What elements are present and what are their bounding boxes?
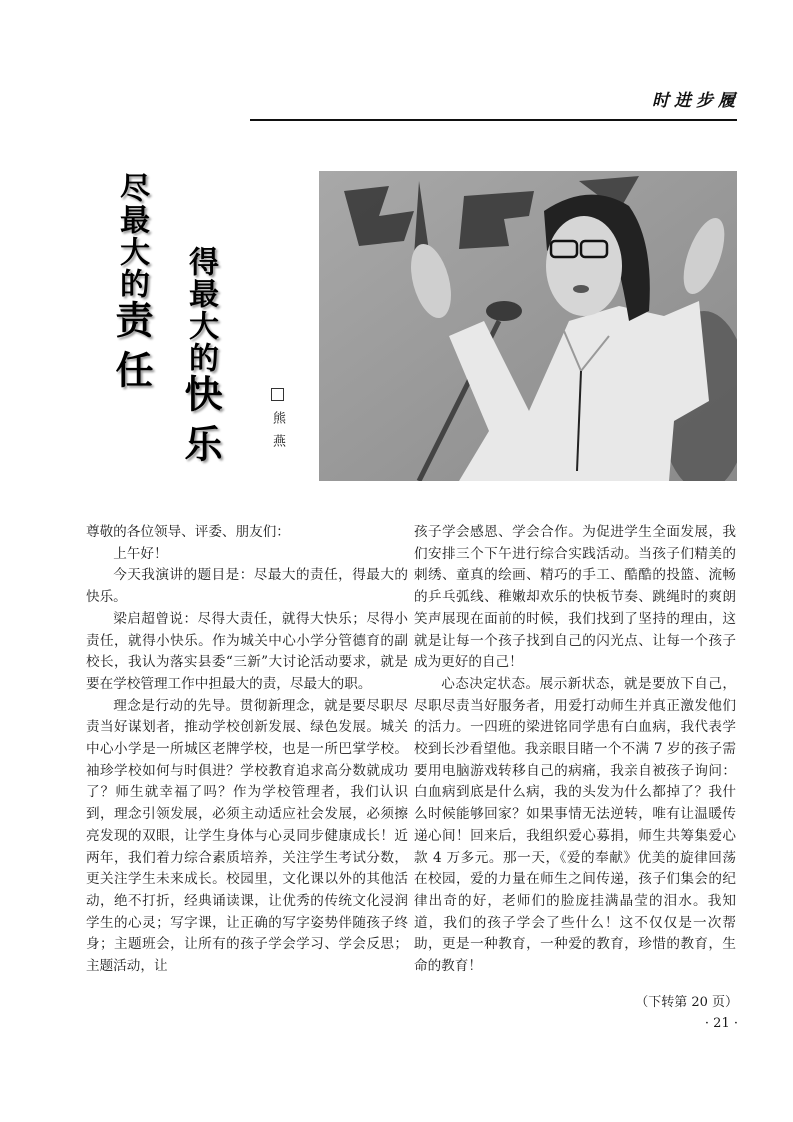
paragraph-philosophy: 理念是行动的先导。贯彻新理念，就是要尽职尽责当好谋划者，推动学校创新发展、绿色发展。城关中心小学是一所城区老牌学校，也是一所巴掌学校。袖珍学校如何与时俱进？学校教育追求高分数就成功了？师生就幸福了吗？作为学校管理者，我们认识到，理念引领发展，必须主动适应社会发展，必须擦亮发现的双眼，让学生身体与心灵同步健康成长！近两年，我们着力综合素质培养，关注学生考试分数，更关注学生未来成长。校园里，文化课以外的其他活动，绝不打折，经典诵读课，让优秀的传统文化浸润学生的心灵；写字课，让正确的写字姿势伴随孩子终身；主题班会，让所有的孩子学会学习、学会反思；主题活动，让 — [86, 697, 408, 975]
section-title: 时进步履 — [652, 91, 740, 111]
author-name: 熊燕 — [270, 411, 285, 457]
paragraph-greeting: 尊敬的各位领导、评委、朋友们： — [86, 524, 290, 540]
speaker-photo — [319, 171, 737, 481]
paragraph-topic: 今天我演讲的题目是：尽最大的责任，得最大的快乐。 — [86, 567, 408, 606]
paragraph-hello: 上午好！ — [113, 545, 168, 562]
paragraph-mindset: 心态决定状态。展示新状态，就是要放下自己，尽职尽责当好服务者，用爱打动师生并真正激发他们的活力。一四班的梁进铭同学患有白血病，我代表学校到长沙看望他。我亲眼目睹一个不满 7 岁的孩子需要用电脑游戏转移自己的病痛，我亲自被孩子询问：白血病到底是什么病，我的头发为什么都掉了？我什么时候能够回家？如果事情无法逆转，唯有让温暖传递心间！回来后，我组织爱心募捐，师生共筹集爱心款 4 万多元。那一天，《爱的奉献》优美的旋律回荡在校园，爱的力量在师生之间传递，孩子们集会的纪律出奇的好，老师们的脸庞挂满晶莹的泪水。我知道，我们的孩子学会了些什么！这不仅仅是一次帮助，更是一种教育，一种爱的教育，珍惜的教育，生命的教育！ — [414, 675, 736, 975]
article-body-left-column — [86, 522, 408, 978]
title-part2-b: 快乐 — [178, 374, 223, 474]
article-title-part1 — [109, 172, 154, 400]
continued-note: （下转第 20 页） — [635, 995, 738, 1010]
photo-speaker-icon — [319, 171, 737, 481]
paragraph-quote: 梁启超曾说：尽得大责任，就得大快乐；尽得小责任，就得小快乐。作为城关中心小学分管德育的副校长，我认为落实县委“三新”大讨论活动要求，就是要在学校管理工作中担最大的责，尽最大的职。 — [86, 610, 408, 692]
page-number: · 21 · — [704, 1016, 738, 1031]
article-title-part2 — [178, 246, 223, 474]
title-part1-a: 尽最大的 — [114, 172, 149, 300]
title-part2-a: 得最大的 — [183, 246, 218, 374]
paragraph-activities: 孩子学会感恩、学会合作。为促进学生全面发展，我们安排三个下午进行综合实践活动。当孩子们精美的刺绣、童真的绘画、精巧的手工、酷酷的投篮、流畅的乒乓弧线、稚嫩却欢乐的快板节奏、跳绳时的爽朗笑声展现在面前的时候，我们找到了坚持的理由，这就是让每一个孩子找到自己的闪光点、让每一个孩子成为更好的自己！ — [414, 524, 736, 671]
author-byline — [268, 388, 287, 457]
title-part1-b: 责任 — [109, 300, 154, 400]
article-body-right-column — [414, 522, 736, 978]
header-rule — [250, 119, 737, 121]
square-icon — [271, 388, 284, 401]
